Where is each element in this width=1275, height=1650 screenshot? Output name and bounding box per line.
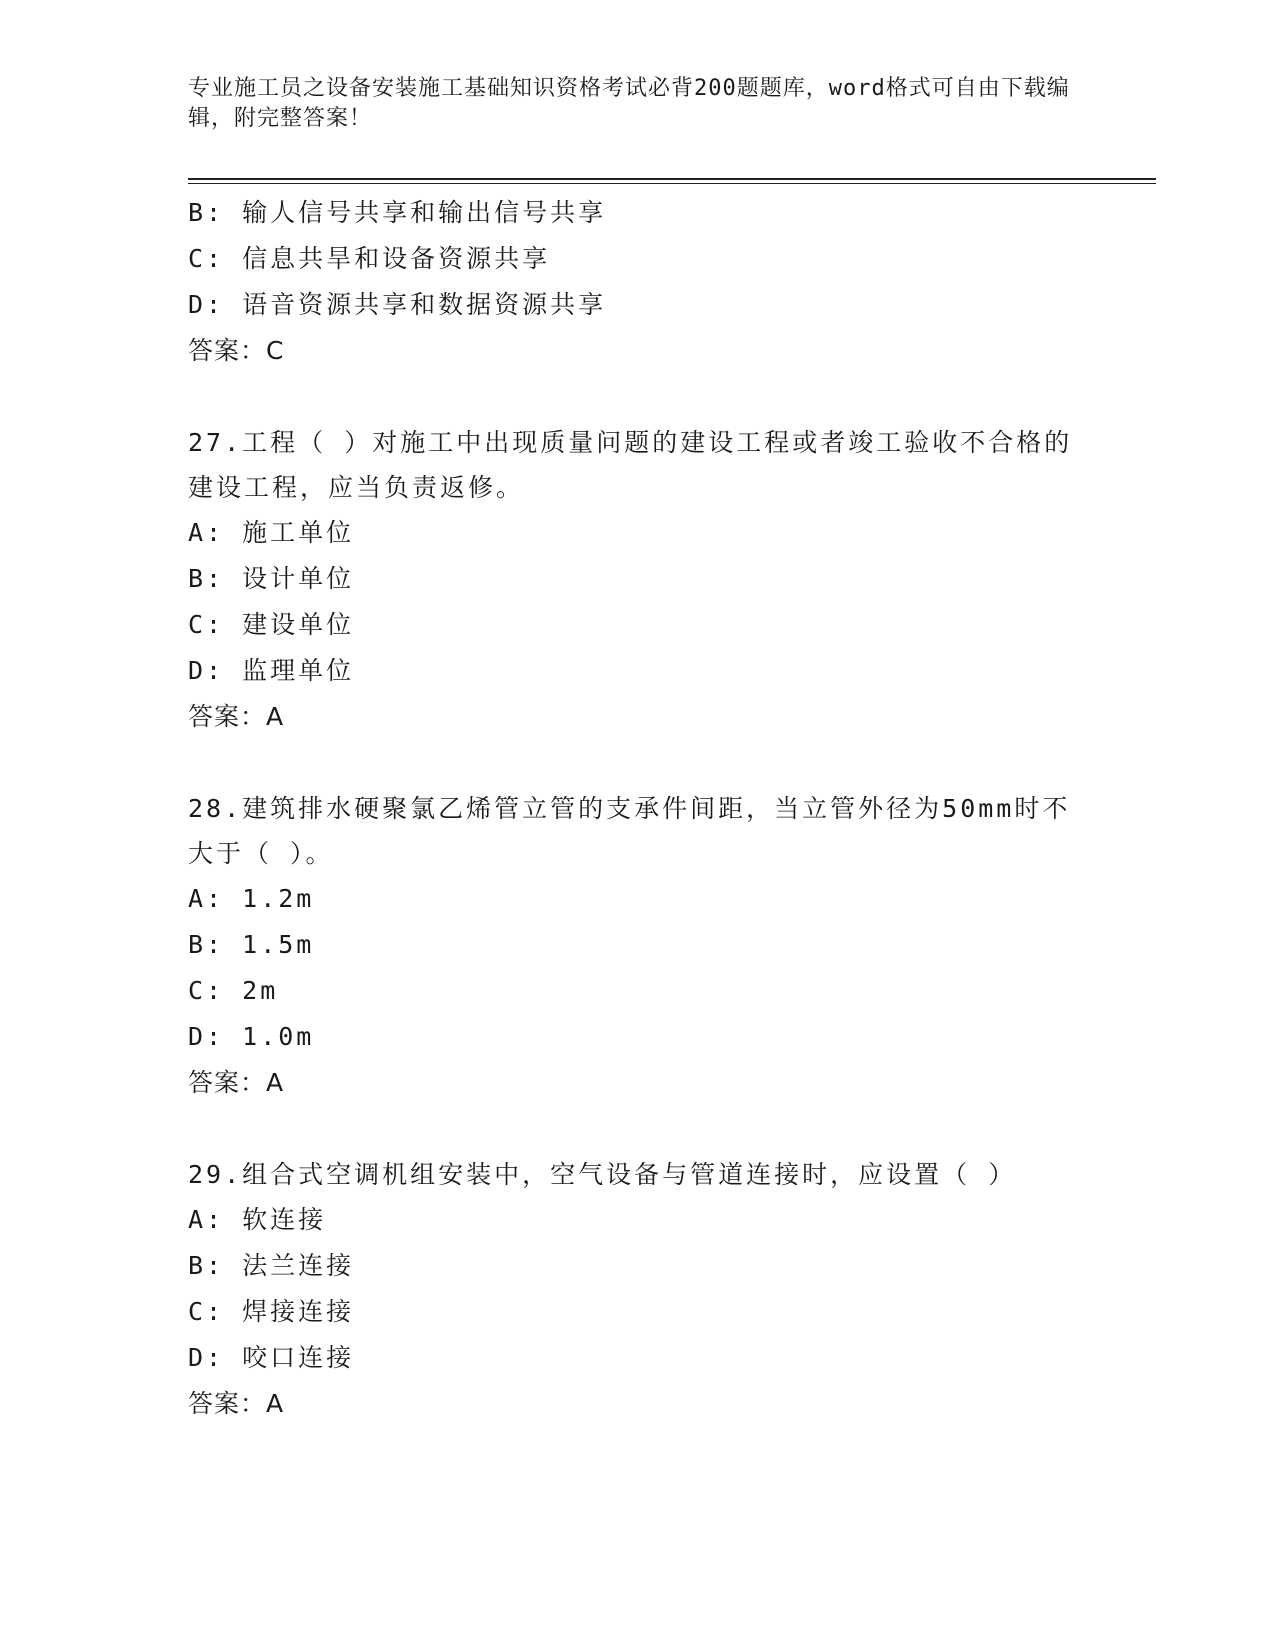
answer: 答案：C <box>188 336 285 365</box>
document-header: 专业施工员之设备安装施工基础知识资格考试必背200题题库，word格式可自由下载编辑，附完整答案！ <box>188 76 1070 131</box>
option-d: D: 1.0m <box>188 1022 315 1051</box>
question-29 <box>188 1152 1088 1427</box>
option-b: B: 输人信号共享和输出信号共享 <box>188 198 607 227</box>
option-d: D: 语音资源共享和数据资源共享 <box>188 290 607 319</box>
question-list <box>188 190 1088 1427</box>
spacer <box>188 1106 1088 1152</box>
question-26-fragment <box>188 190 1088 374</box>
option-b: B: 1.5m <box>188 930 315 959</box>
header-divider <box>188 178 1156 180</box>
answer: 答案：A <box>188 702 285 731</box>
option-c: C: 焊接连接 <box>188 1297 355 1326</box>
option-d: D: 咬口连接 <box>188 1343 355 1372</box>
option-d: D: 监理单位 <box>188 656 355 685</box>
option-c: C: 建设单位 <box>188 610 355 639</box>
spacer <box>188 374 1088 420</box>
option-c: C: 信息共旱和设备资源共享 <box>188 244 551 273</box>
header-divider-thin <box>188 183 1156 184</box>
option-a: A: 软连接 <box>188 1205 327 1234</box>
option-b: B: 设计单位 <box>188 564 355 593</box>
option-b: B: 法兰连接 <box>188 1251 355 1280</box>
question-text: 27.工程（ ）对施工中出现质量问题的建设工程或者竣工验收不合格的建设工程，应当负责返修。 <box>188 428 1073 502</box>
answer: 答案：A <box>188 1389 285 1418</box>
option-a: A: 施工单位 <box>188 518 355 547</box>
question-text: 29.组合式空调机组安装中，空气设备与管道连接时，应设置（ ） <box>188 1160 1017 1189</box>
question-28 <box>188 786 1088 1106</box>
answer: 答案：A <box>188 1068 285 1097</box>
option-a: A: 1.2m <box>188 884 315 913</box>
option-c: C: 2m <box>188 976 279 1005</box>
question-text: 28.建筑排水硬聚氯乙烯管立管的支承件间距，当立管外径为50mm时不大于（ ）。 <box>188 794 1071 868</box>
spacer <box>188 740 1088 786</box>
question-27 <box>188 420 1088 740</box>
